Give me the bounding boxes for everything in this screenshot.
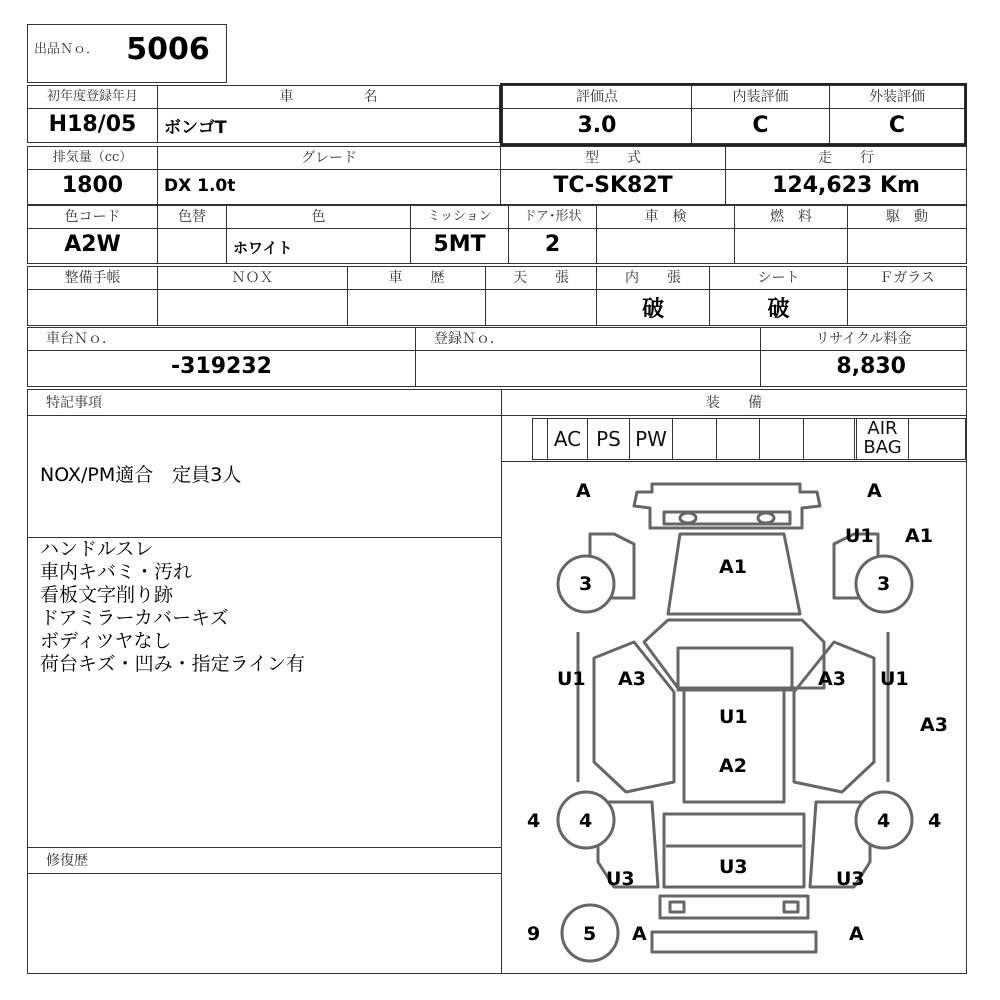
equipment-label: 装 備 [706, 395, 762, 411]
repair-label-cell [27, 847, 502, 874]
damage-right-fender-u: U1 [845, 525, 874, 547]
damage-right-rear-tire: 4 [877, 810, 891, 832]
recycle-value: 8,830 [836, 354, 906, 379]
inner-label: 内 張 [625, 270, 681, 286]
note-item: ドアミラーカバーキズ [40, 607, 229, 629]
exterior-label-cell [829, 85, 965, 109]
damage-front-right: A [867, 480, 882, 502]
inspection-label: 車 検 [644, 209, 687, 225]
fuel-cell [734, 228, 848, 264]
drive-label-cell [847, 205, 967, 229]
reg-no-cell [415, 350, 761, 387]
damage-right-side-u: U1 [880, 668, 909, 690]
windshield-outline [644, 620, 824, 688]
seat-cell [709, 289, 848, 326]
first-reg-value: H18/05 [48, 112, 137, 137]
interior-value: C [752, 113, 769, 138]
score-cell [502, 108, 692, 144]
chassis-value: -319232 [171, 354, 272, 379]
nox-cell [157, 289, 348, 326]
maintenance-label: 整備手帳 [64, 270, 121, 286]
equipment-pw: PW [629, 418, 673, 460]
damage-right-front-tire: 3 [877, 573, 891, 595]
inner-value: 破 [641, 297, 664, 322]
color-code-cell [27, 228, 158, 264]
color-label: 色 [311, 209, 326, 225]
repaint-label-cell [157, 205, 227, 229]
seat-label-cell [709, 266, 848, 290]
exterior-cell [829, 108, 965, 144]
model-label: 型 式 [585, 150, 641, 166]
chassis-cell [27, 350, 416, 387]
equipment-slot-empty [716, 418, 760, 460]
repair-label: 修復歴 [46, 853, 88, 869]
notes-list [40, 538, 305, 676]
history-cell [347, 289, 486, 326]
car-name-label: 車 名 [279, 89, 378, 105]
displacement-label: 排気量（cc） [52, 150, 133, 165]
color-label-cell [226, 205, 411, 229]
equipment-slot-empty [672, 418, 717, 460]
fuel-label: 燃 料 [770, 209, 812, 225]
model-value: TC-SK82T [553, 173, 673, 198]
fglass-label-cell [847, 266, 967, 290]
interior-label: 内装評価 [732, 89, 789, 105]
equipment-slot-empty [532, 418, 548, 460]
damage-bed-u: U3 [719, 856, 748, 878]
interior-cell [691, 108, 830, 144]
color-code-value: A2W [64, 232, 121, 257]
notes-box-items [27, 537, 502, 848]
first-reg-label: 初年度登録年月 [46, 89, 138, 104]
damage-spare-outer: 9 [527, 923, 541, 945]
fglass-label: Ｆガラス [879, 270, 935, 286]
damage-roof-a: A2 [719, 755, 747, 777]
equipment-slot-empty [759, 418, 804, 460]
note-item: 看板文字削り跡 [40, 584, 174, 606]
score-label: 評価点 [576, 89, 618, 105]
exterior-label: 外装評価 [869, 89, 925, 105]
equipment-ac: AC [547, 418, 588, 460]
maintenance-cell [27, 289, 158, 326]
damage-hood: A1 [719, 556, 747, 578]
damage-left-rear-u: U3 [606, 868, 635, 890]
color-value: ホワイト [233, 239, 293, 257]
damage-spare-tire: 5 [583, 923, 597, 945]
inspection-label-cell [596, 205, 735, 229]
repaint-label: 色替 [178, 209, 206, 225]
drive-cell [847, 228, 967, 264]
displacement-label-cell [27, 146, 158, 170]
equipment-ps: PS [587, 418, 630, 460]
damage-right-rear-outer: 4 [928, 810, 942, 832]
damage-left-side-u: U1 [557, 668, 586, 690]
inspection-cell [596, 228, 735, 264]
model-label-cell [500, 146, 726, 170]
recycle-label-cell [760, 327, 967, 351]
door-cell [508, 228, 597, 264]
door-label: ドア･形状 [523, 209, 582, 224]
reg-no-label: 登録Ｎｏ． [434, 331, 504, 347]
roof-label-cell [485, 266, 597, 290]
maintenance-label-cell [27, 266, 158, 290]
notes-line1: NOX/PM適合 定員3人 [40, 464, 242, 486]
damage-right-fender-a: A1 [905, 525, 933, 547]
model-cell [500, 169, 726, 205]
mileage-label-cell [725, 146, 967, 170]
damage-rear-left: A [632, 923, 647, 945]
first-reg-cell [27, 108, 158, 143]
grade-label: グレード [301, 150, 357, 166]
interior-label-cell [691, 85, 830, 109]
rear-bumper-outline [660, 896, 808, 918]
equipment-slot-empty [803, 418, 855, 460]
damage-right-door: A3 [818, 668, 846, 690]
mission-label-cell [410, 205, 509, 229]
history-label-cell [347, 266, 486, 290]
seat-label: シート [757, 270, 800, 286]
right-door-outline [794, 642, 874, 792]
note-item: 車内キバミ・汚れ [40, 561, 193, 583]
history-label: 車 歴 [388, 270, 445, 286]
damage-right-side-a: A3 [920, 714, 948, 736]
damage-left-rear-tire: 4 [579, 810, 593, 832]
mission-value: 5MT [433, 232, 486, 257]
cabin-outline [678, 648, 792, 690]
grade-cell [157, 169, 501, 205]
displacement-value: 1800 [61, 173, 124, 198]
note-item: ハンドルスレ [40, 538, 154, 560]
fglass-cell [847, 289, 967, 326]
first-reg-label-cell [27, 85, 158, 109]
equipment-label-cell [501, 389, 967, 416]
note-item: ボディツヤなし [40, 630, 172, 652]
recycle-cell [760, 350, 967, 387]
door-label-cell [508, 205, 597, 229]
mileage-cell [725, 169, 967, 205]
damage-rear-right: A [849, 923, 864, 945]
damage-front-left: A [576, 480, 591, 502]
damage-left-front-tire: 3 [579, 573, 593, 595]
mission-cell [410, 228, 509, 264]
equipment-row [501, 415, 967, 462]
displacement-cell [27, 169, 158, 205]
equipment-airbag: AIR BAG [856, 418, 909, 460]
nox-label-cell [157, 266, 348, 290]
score-value: 3.0 [577, 113, 617, 138]
repaint-cell [157, 228, 227, 264]
roof-cell [485, 289, 597, 326]
repair-cell [27, 873, 502, 974]
seat-value: 破 [767, 297, 790, 322]
recycle-label: リサイクル料金 [815, 331, 912, 347]
equipment-slot-empty [908, 418, 966, 460]
mission-label: ミッション [427, 209, 492, 224]
damage-right-rear-u: U3 [836, 868, 865, 890]
notes-label: 特記事項 [46, 395, 102, 411]
roof-label: 天 張 [513, 270, 569, 286]
lot-number: 5006 [126, 32, 210, 67]
damage-roof-u: U1 [719, 706, 748, 728]
lot-number-label: 出品Ｎｏ． [34, 42, 100, 57]
score-label-cell [502, 85, 692, 109]
color-cell [226, 228, 411, 264]
mileage-value: 124,623 Km [772, 173, 920, 198]
mileage-label: 走 行 [818, 150, 874, 166]
damage-left-rear-outer: 4 [527, 810, 541, 832]
chassis-label-cell [27, 327, 416, 351]
door-value: 2 [544, 232, 561, 257]
color-code-label-cell [27, 205, 158, 229]
grade-label-cell [157, 146, 501, 170]
damage-left-door: A3 [618, 668, 646, 690]
color-code-label: 色コード [64, 209, 121, 225]
nox-label: ＮＯＸ [231, 270, 274, 286]
front-bumper-outline [634, 484, 820, 528]
chassis-label: 車台Ｎｏ． [46, 331, 116, 347]
notes-box-top [27, 415, 502, 538]
grade-value: DX 1.0t [164, 176, 236, 196]
drive-label: 駆 動 [886, 209, 928, 225]
notes-label-cell [27, 389, 502, 416]
note-item: 荷台キズ・凹み・指定ライン有 [40, 653, 306, 675]
reg-no-label-cell [415, 327, 761, 351]
car-name-cell [157, 108, 500, 143]
car-name-value: ボンゴT [164, 118, 227, 138]
inner-label-cell [596, 266, 710, 290]
car-name-label-cell [157, 85, 500, 109]
exterior-value: C [888, 113, 906, 138]
fuel-label-cell [734, 205, 848, 229]
inner-cell [596, 289, 710, 326]
